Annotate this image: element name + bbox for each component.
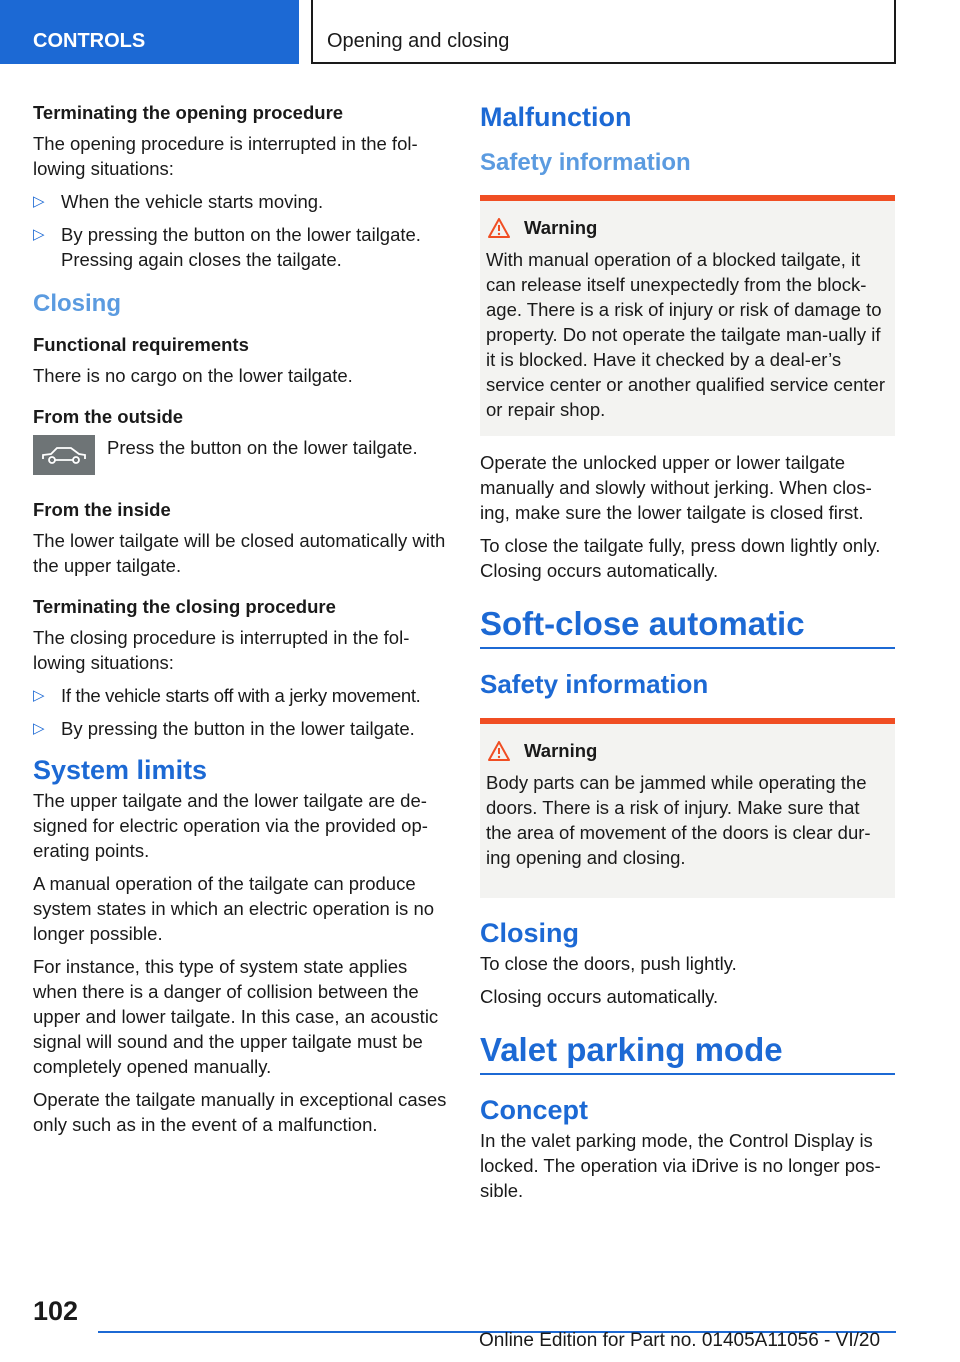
terminating-closing-text: The closing procedure is interrupted in the fol‐lowing situations: — [33, 627, 410, 673]
list-item — [33, 189, 448, 214]
triangle-bullet-icon: ▷ — [33, 193, 45, 210]
triangle-bullet-icon: ▷ — [33, 687, 45, 704]
warning-text: With manual operation of a blocked tailgate, it can release itself unexpectedly from the block‐age. There is a risk of injury or risk of damage to property. Do not operate the tailgate man‐ually if it is blocked. Have it checked by a deal‐er’s service center or another qualified service center or repair shop. — [486, 249, 885, 420]
triangle-bullet-icon: ▷ — [33, 226, 45, 243]
warning-title — [486, 740, 889, 762]
valet-concept-text: In the valet parking mode, the Control Display is locked. The operation via iDrive is no longer pos‐sible. — [480, 1130, 881, 1201]
soft-close-warning-box — [480, 718, 895, 898]
terminating-closing-list — [33, 683, 448, 741]
list-item-text: If the vehicle starts off with a jerky movement. — [61, 685, 421, 706]
soft-close-heading: Soft-close automatic — [480, 605, 895, 649]
from-outside-heading: From the outside — [33, 406, 184, 427]
triangle-bullet-icon: ▷ — [33, 720, 45, 737]
valet-concept-heading: Concept — [480, 1095, 588, 1125]
terminating-opening-heading: Terminating the opening procedure — [33, 102, 344, 123]
functional-requirements-text: There is no cargo on the lower tailgate. — [33, 365, 353, 386]
warning-text: Body parts can be jammed while operating the doors. There is a risk of injury. Make sure that the area of movement of the doors is clear dur‐ing opening and closing. — [486, 772, 871, 868]
functional-requirements-heading: Functional requirements — [33, 334, 249, 355]
list-item-text: By pressing the button on the lower tailgate. Pressing again closes the tailgate. — [61, 224, 421, 270]
valet-heading: Valet parking mode — [480, 1031, 895, 1075]
list-item — [33, 222, 448, 272]
section-tab: CONTROLS — [0, 0, 299, 64]
malfunction-paragraph: To close the tailgate fully, press down lightly only. Closing occurs automatically. — [480, 535, 881, 581]
warning-title — [486, 217, 889, 239]
list-item — [33, 716, 448, 741]
from-inside-text: The lower tailgate will be closed automatically with the upper tailgate. — [33, 530, 446, 576]
soft-close-closing-paragraph: To close the doors, push lightly. — [480, 953, 737, 974]
left-column — [33, 100, 448, 1145]
system-limits-paragraph: Operate the tailgate manually in exceptional cases only such as in the event of a malfunction. — [33, 1089, 447, 1135]
soft-close-closing-paragraph: Closing occurs automatically. — [480, 986, 719, 1007]
soft-close-safety-heading: Safety information — [480, 669, 709, 699]
malfunction-heading: Malfunction — [480, 102, 632, 132]
warning-triangle-icon — [488, 218, 510, 238]
warning-label: Warning — [524, 217, 598, 238]
system-limits-paragraph: A manual operation of the tailgate can produce system states in which an electric operation is no longer possible. — [33, 873, 435, 944]
footer-edition: Online Edition for Part no. 01405A11056 - VI/20 — [479, 1330, 881, 1351]
right-column — [480, 100, 895, 1211]
from-outside-text: Press the button on the lower tailgate. — [107, 437, 418, 458]
soft-close-closing-heading: Closing — [480, 918, 579, 948]
system-limits-paragraph: The upper tailgate and the lower tailgate are de‐signed for electric operation via the provided op‐erating points. — [33, 790, 428, 861]
warning-triangle-icon — [488, 741, 510, 761]
terminating-opening-list — [33, 189, 448, 272]
car-tailgate-button-icon — [33, 435, 95, 475]
list-item-text: When the vehicle starts moving. — [61, 191, 324, 212]
malfunction-paragraph: Operate the unlocked upper or lower tailgate manually and slowly without jerking. When clos‐ing, make sure the lower tailgate is closed first. — [480, 452, 872, 523]
terminating-opening-text: The opening procedure is interrupted in the fol‐lowing situations: — [33, 133, 418, 179]
closing-heading: Closing — [33, 290, 121, 317]
outside-button-row — [33, 435, 448, 475]
system-limits-paragraph: For instance, this type of system state applies when there is a danger of collision between the upper and lower tailgate. In this case, an acoustic signal will sound and the upper tailgate must be completely opened manually. — [33, 956, 439, 1077]
list-item-text: By pressing the button in the lower tailgate. — [61, 718, 415, 739]
system-limits-heading: System limits — [33, 755, 208, 785]
page-title: Opening and closing — [311, 0, 896, 64]
terminating-closing-heading: Terminating the closing procedure — [33, 596, 336, 617]
malfunction-warning-box — [480, 195, 895, 436]
list-item — [33, 683, 448, 708]
malfunction-safety-heading: Safety information — [480, 149, 691, 176]
warning-label: Warning — [524, 740, 598, 761]
from-inside-heading: From the inside — [33, 499, 171, 520]
page-number: 102 — [33, 1296, 79, 1326]
